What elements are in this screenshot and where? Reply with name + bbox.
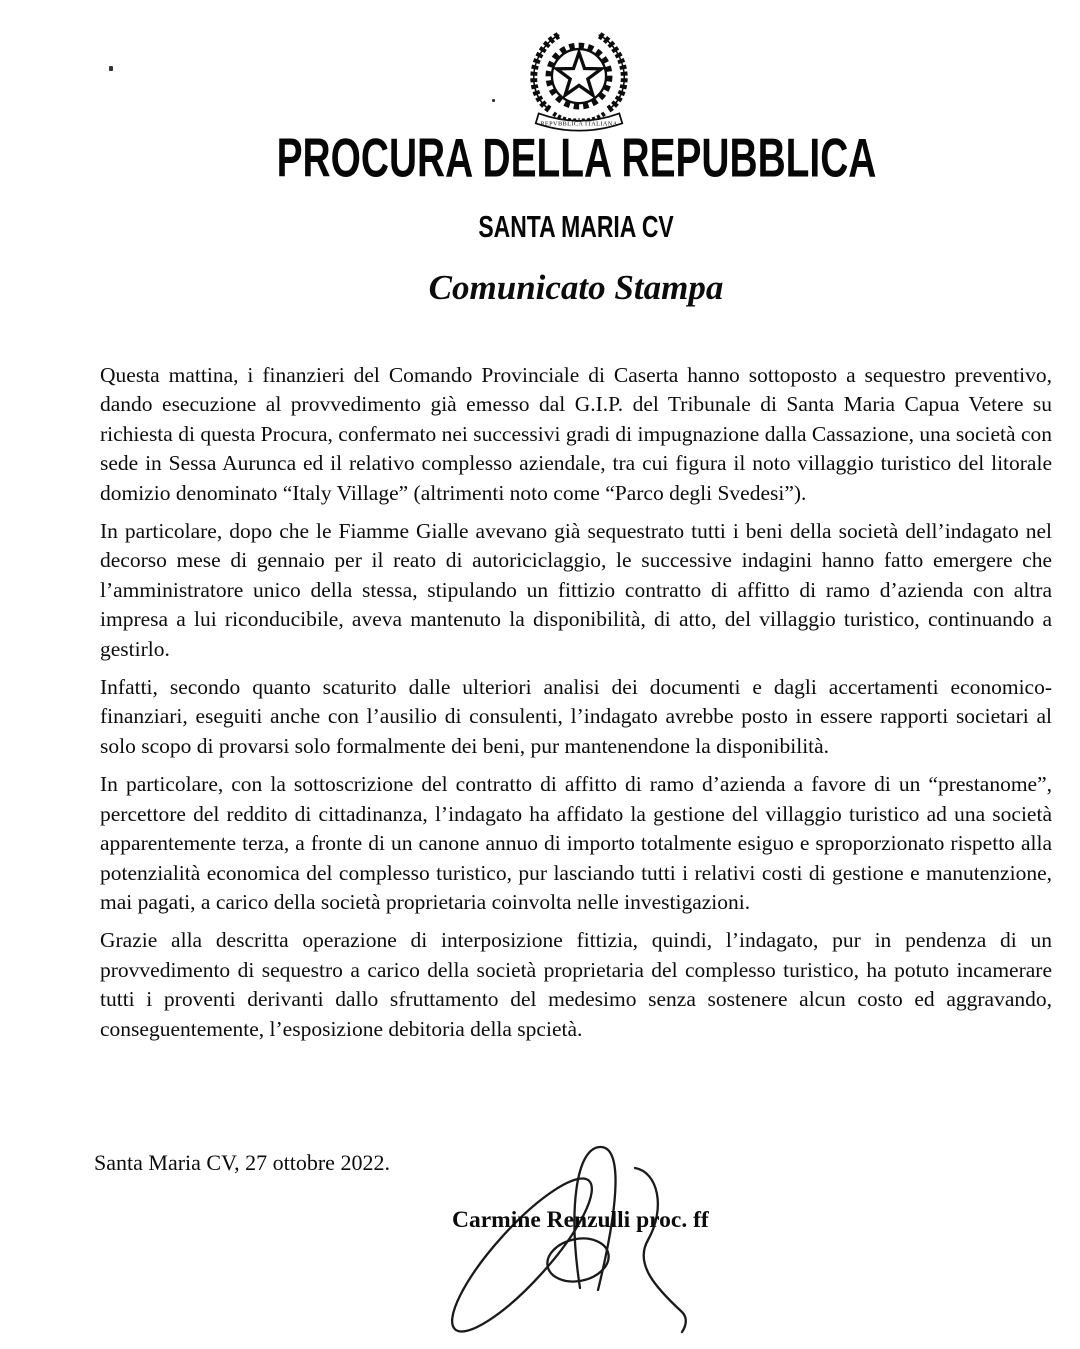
- press-release-paragraph: Infatti, secondo quanto scaturito dalle ulteriori analisi dei documenti e dagli accertamenti economico-finanziari, eseguiti anche con l’ausilio di consulenti, l’indagato avrebbe posto in essere rapporti societari al solo scopo di provarsi solo formalmente dei beni, pur mantenendone la disponibilità.: [100, 675, 1052, 758]
- scan-artifact: [492, 99, 495, 102]
- press-release-paragraph: Grazie alla descritta operazione di interposizione fittizia, quindi, l’indagato, pur in pendenza di un provvedimento di sequestro a carico della società proprietaria del complesso turistico, ha potuto incamerare tutti i proventi derivanti dallo sfruttamento del medesimo senza sostenere alcun costo ed aggravando, conseguentemente, l’esposizione debitoria della spcietà.: [100, 928, 1052, 1041]
- doc-type-heading: Comunicato Stampa: [428, 268, 724, 307]
- org-subtitle: [100, 209, 1052, 245]
- document-body: [100, 361, 1052, 1053]
- org-title: [100, 127, 1052, 189]
- press-release-paragraph: In particolare, con la sottoscrizione del contratto di affitto di ramo d’azienda a favore di un “prestanome”, percettore del reddito di cittadinanza, l’indagato ha affidato la gestione del villaggio turistico ad una società apparentemente terza, a fronte di un canone annuo di importo totalmente esiguo e sproporzionato rispetto alla potenzialità economica del complesso turistico, pur lasciando tutti i relativi costi di gestione e manutenzione, mai pagati, a carico della società proprietaria coinvolta nelle investigazioni.: [100, 772, 1052, 914]
- signature-name: Carmine Renzulli proc. ff: [452, 1207, 709, 1233]
- scan-artifact: [109, 66, 113, 71]
- dateline: Santa Maria CV, 27 ottobre 2022.: [94, 1150, 390, 1175]
- org-title-text: PROCURA DELLA REPUBBLICA: [276, 127, 876, 189]
- press-release-paragraph: In particolare, dopo che le Fiamme Gialle avevano già sequestrato tutti i beni della società dell’indagato nel decorso mese di gennaio per il reato di autoriciclaggio, le successive indagini hanno fatto emergere che l’amministratore unico della stessa, stipulando un fittizio contratto di affitto di ramo d’azienda con altra impresa a lui riconducibile, aveva mantenuto la disponibilità, di atto, del villaggio turistico, continuando a gestirlo.: [100, 519, 1052, 661]
- emblem-ribbon-text: REPVBBLICA ITALIANA: [540, 120, 618, 128]
- italian-republic-emblem: [520, 26, 638, 138]
- press-release-paragraph: Questa mattina, i finanzieri del Comando Provinciale di Caserta hanno sottoposto a sequestro preventivo, dando esecuzione al provvedimento già emesso dal G.I.P. del Tribunale di Santa Maria Capua Vetere su richiesta di questa Procura, confermato nei successivi gradi di impugnazione dalla Cassazione, una società con sede in Sessa Aurunca ed il relativo complesso aziendale, tra cui figura il noto villaggio turistico del litorale domizio denominato “Italy Village” (altrimenti noto come “Parco degli Svedesi”).: [100, 363, 1052, 505]
- org-subtitle-text: SANTA MARIA CV: [478, 209, 674, 244]
- handwritten-signature: [430, 1140, 720, 1349]
